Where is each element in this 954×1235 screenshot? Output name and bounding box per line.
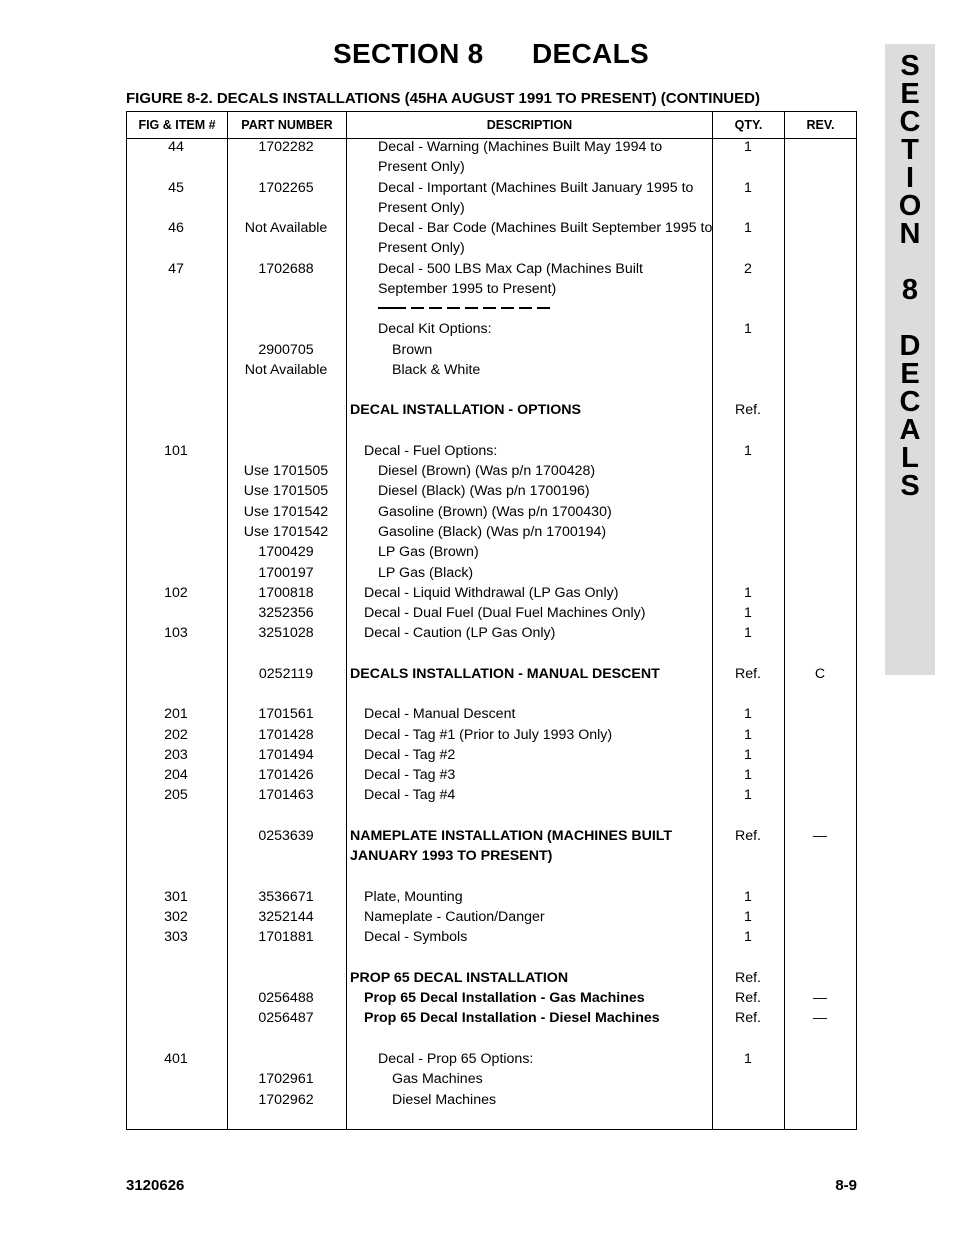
cell-description: Decal - Dual Fuel (Dual Fuel Machines Only)	[364, 605, 646, 621]
cell-part-number: 3252356	[258, 605, 314, 621]
cell-fig-item: 103	[164, 625, 188, 641]
cell-description: Decal - Fuel Options:	[364, 443, 498, 459]
cell-qty: 1	[744, 139, 752, 155]
cell-description: Decal - Liquid Withdrawal (LP Gas Only)	[364, 585, 619, 601]
cell-qty: 1	[744, 605, 752, 621]
cell-part-number: 1700197	[258, 565, 314, 581]
cell-fig-item: 45	[168, 180, 184, 196]
cell-fig-item: 44	[168, 139, 184, 155]
cell-fig-item: 101	[164, 443, 188, 459]
cell-description: Decal - Tag #4	[364, 787, 456, 803]
cell-rev: —	[812, 1010, 828, 1026]
cell-description: Prop 65 Decal Installation - Diesel Machines	[364, 1010, 660, 1026]
cell-fig-item: 303	[164, 929, 188, 945]
cell-description: Diesel (Black) (Was p/n 1700196)	[378, 483, 590, 499]
cell-part-number: 1701463	[258, 787, 314, 803]
cell-description: Decal - Tag #3	[364, 767, 456, 783]
cell-description: Decal - Prop 65 Options:	[378, 1051, 534, 1067]
cell-qty: 1	[744, 747, 752, 763]
dashed-separator	[378, 307, 550, 310]
cell-description: Decal - Warning (Machines Built May 1994 to	[378, 139, 663, 155]
cell-description: Diesel Machines	[392, 1092, 497, 1108]
cell-part-number: 1702688	[258, 261, 314, 277]
cell-qty: 1	[744, 706, 752, 722]
cell-part-number: Use 1701542	[243, 504, 329, 520]
cell-part-number: 1702961	[258, 1071, 314, 1087]
cell-qty: Ref.	[734, 1010, 762, 1026]
cell-description: Decal - Tag #1 (Prior to July 1993 Only)	[364, 727, 613, 743]
side-tab-letter: D	[899, 330, 921, 362]
cell-qty: Ref.	[734, 666, 762, 682]
cell-qty: 1	[744, 767, 752, 783]
header-part-number: PART NUMBER	[241, 118, 333, 132]
cell-description: Decal Kit Options:	[378, 321, 492, 337]
figure-title: FIGURE 8-2. DECALS INSTALLATIONS (45HA AUGUST 1991 TO PRESENT) (CONTINUED)	[126, 90, 760, 107]
cell-description: Black & White	[392, 362, 481, 378]
cell-fig-item: 203	[164, 747, 188, 763]
cell-part-number: 1702962	[258, 1092, 314, 1108]
side-tab-letter: C	[899, 106, 921, 138]
cell-description: Gasoline (Black) (Was p/n 1700194)	[378, 524, 607, 540]
cell-description: Diesel (Brown) (Was p/n 1700428)	[378, 463, 596, 479]
side-tab-letter: S	[900, 470, 920, 502]
cell-part-number: 1702265	[258, 180, 314, 196]
page-number: 8-9	[835, 1177, 857, 1194]
cell-qty: 1	[744, 1051, 752, 1067]
side-tab-letter: S	[900, 50, 920, 82]
side-tab-letter: 8	[901, 274, 919, 306]
cell-qty: Ref.	[734, 402, 762, 418]
header-fig-item: FIG & ITEM #	[138, 118, 216, 132]
cell-qty: 1	[744, 929, 752, 945]
cell-part-number: 0252119	[258, 666, 314, 682]
cell-part-number: Not Available	[244, 220, 328, 236]
cell-description: LP Gas (Black)	[378, 565, 474, 581]
document-number: 3120626	[126, 1177, 185, 1194]
cell-description: Brown	[392, 342, 433, 358]
cell-qty: 1	[744, 585, 752, 601]
cell-description: Present Only)	[378, 200, 465, 216]
cell-qty: 2	[744, 261, 752, 277]
column-divider	[784, 112, 785, 1129]
cell-description: Decal - Important (Machines Built January 1995 to	[378, 180, 694, 196]
section-title: SECTION 8 DECALS	[333, 38, 649, 69]
cell-part-number: 0256487	[258, 1010, 314, 1026]
cell-description: Decal - Manual Descent	[364, 706, 516, 722]
cell-qty: 1	[744, 625, 752, 641]
cell-description: Gas Machines	[392, 1071, 483, 1087]
cell-description: Gasoline (Brown) (Was p/n 1700430)	[378, 504, 612, 520]
cell-description: Nameplate - Caution/Danger	[364, 909, 545, 925]
cell-qty: Ref.	[734, 990, 762, 1006]
header-qty: QTY.	[734, 118, 763, 132]
column-divider	[346, 112, 347, 1129]
side-tab-letter: E	[900, 78, 920, 110]
cell-part-number: 3536671	[258, 889, 314, 905]
cell-rev: C	[814, 666, 826, 682]
cell-part-number: 1701494	[258, 747, 314, 763]
cell-part-number: Not Available	[244, 362, 328, 378]
cell-part-number: 1701561	[258, 706, 314, 722]
cell-part-number: 1701881	[258, 929, 314, 945]
side-tab-letter: I	[905, 162, 915, 194]
cell-part-number: 0253639	[258, 828, 314, 844]
cell-part-number: Use 1701505	[243, 463, 329, 479]
cell-qty: 1	[744, 443, 752, 459]
cell-description: Decal - Tag #2	[364, 747, 456, 763]
cell-qty: Ref.	[734, 970, 762, 986]
cell-qty: 1	[744, 889, 752, 905]
cell-part-number: 1701426	[258, 767, 314, 783]
cell-fig-item: 401	[164, 1051, 188, 1067]
cell-rev: —	[812, 990, 828, 1006]
side-tab-letter: A	[899, 414, 921, 446]
cell-qty: 1	[744, 909, 752, 925]
cell-description: DECAL INSTALLATION - OPTIONS	[350, 402, 581, 418]
cell-part-number: 3251028	[258, 625, 314, 641]
header-rev: REV.	[806, 118, 835, 132]
cell-fig-item: 102	[164, 585, 188, 601]
cell-part-number: 1701428	[258, 727, 314, 743]
cell-description: Present Only)	[378, 159, 465, 175]
cell-fig-item: 46	[168, 220, 184, 236]
cell-rev: —	[812, 828, 828, 844]
cell-description: Present Only)	[378, 240, 465, 256]
cell-description: Decal - 500 LBS Max Cap (Machines Built	[378, 261, 643, 277]
cell-description: Decal - Bar Code (Machines Built September 1995 to	[378, 220, 713, 236]
cell-description: Decal - Symbols	[364, 929, 468, 945]
cell-fig-item: 47	[168, 261, 184, 277]
cell-description: NAMEPLATE INSTALLATION (MACHINES BUILT	[350, 828, 673, 844]
cell-qty: 1	[744, 727, 752, 743]
cell-fig-item: 202	[164, 727, 188, 743]
cell-part-number: 0256488	[258, 990, 314, 1006]
cell-description: Prop 65 Decal Installation - Gas Machines	[364, 990, 645, 1006]
cell-description: PROP 65 DECAL INSTALLATION	[350, 970, 569, 986]
cell-description: September 1995 to Present)	[378, 281, 557, 297]
cell-part-number: Use 1701542	[243, 524, 329, 540]
cell-fig-item: 302	[164, 909, 188, 925]
cell-description: JANUARY 1993 TO PRESENT)	[350, 848, 553, 864]
side-tab-letter: N	[899, 218, 921, 250]
cell-part-number: 2900705	[258, 342, 314, 358]
section-side-tab	[885, 44, 935, 675]
cell-part-number: 1700429	[258, 544, 314, 560]
cell-fig-item: 201	[164, 706, 188, 722]
cell-qty: 1	[744, 180, 752, 196]
cell-fig-item: 204	[164, 767, 188, 783]
cell-description: LP Gas (Brown)	[378, 544, 479, 560]
cell-part-number: Use 1701505	[243, 483, 329, 499]
cell-qty: Ref.	[734, 828, 762, 844]
cell-part-number: 1700818	[258, 585, 314, 601]
side-tab-letter: O	[898, 190, 922, 222]
side-tab-letter: T	[901, 134, 919, 166]
cell-qty: 1	[744, 220, 752, 236]
cell-fig-item: 205	[164, 787, 188, 803]
cell-part-number: 3252144	[258, 909, 314, 925]
cell-qty: 1	[744, 321, 752, 337]
cell-qty: 1	[744, 787, 752, 803]
cell-description: Decal - Caution (LP Gas Only)	[364, 625, 556, 641]
side-tab-letter: C	[899, 386, 921, 418]
side-tab-letter: E	[900, 358, 920, 390]
cell-part-number: 1702282	[258, 139, 314, 155]
side-tab-letter: L	[901, 442, 919, 474]
cell-description: DECALS INSTALLATION - MANUAL DESCENT	[350, 666, 660, 682]
header-description: DESCRIPTION	[486, 118, 573, 132]
cell-fig-item: 301	[164, 889, 188, 905]
cell-description: Plate, Mounting	[364, 889, 463, 905]
